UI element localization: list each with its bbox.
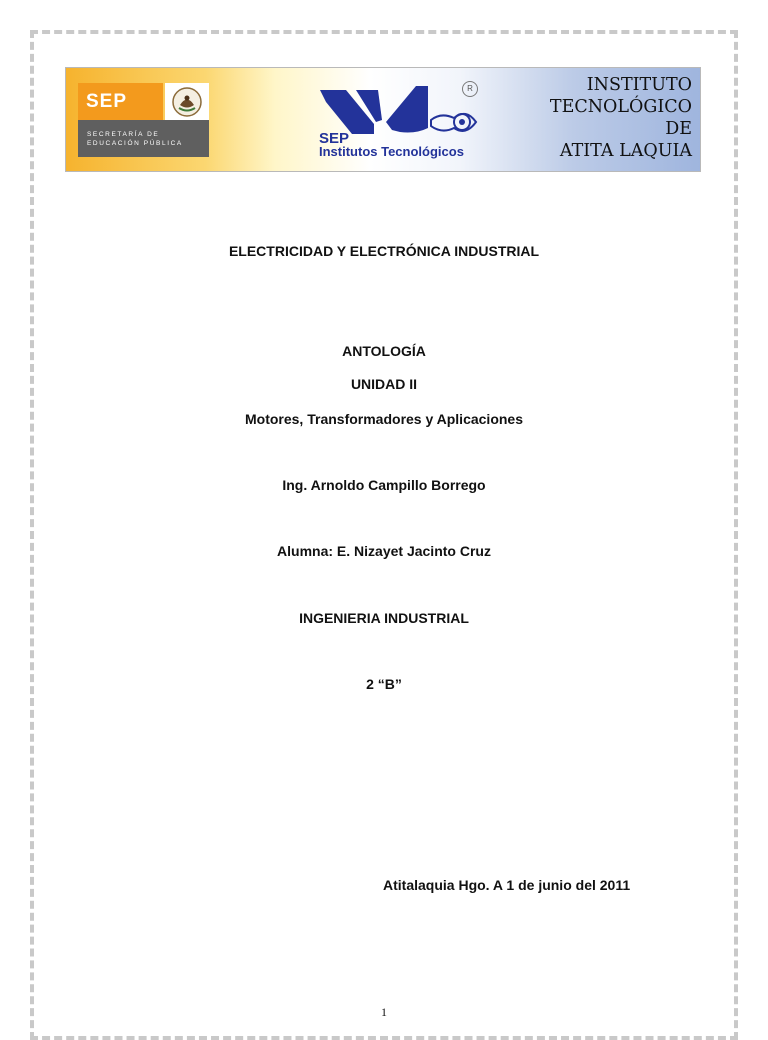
registered-mark: R [462,81,478,97]
unit-label: UNIDAD II [350,376,418,392]
teacher-name: Ing. Arnoldo Campillo Borrego [282,477,486,493]
sep-logo [78,83,209,157]
page-number: 1 [381,1005,387,1019]
institute-line-3: DE [665,119,692,139]
sep-subtitle [78,120,209,157]
topic-label: Motores, Transformadores y Aplicaciones [244,411,523,427]
career-label: INGENIERIA INDUSTRIAL [299,610,469,626]
student-name: Alumna: E. Nizayet Jacinto Cruz [277,543,491,559]
subject-title: ELECTRICIDAD Y ELECTRÓNICA INDUSTRIAL [228,243,540,259]
sep-subtitle-line-2: EDUCACIÓN PÚBLICA [87,140,183,147]
institute-line-1: INSTITUTO [586,75,692,95]
institute-line-4: ATITA LAQUIA [559,141,692,161]
mexico-seal-icon [165,83,209,120]
institute-name [532,74,692,162]
document-type: ANTOLOGÍA [342,343,426,359]
it-sep-label: SEP [319,130,350,147]
institute-line-2: TECNOLÓGICO [549,97,692,117]
header-banner [65,67,701,172]
sep-subtitle-line-1: SECRETARÍA DE [87,131,160,138]
sep-label: SEP [78,83,163,120]
it-label: Institutos Tecnológicos [319,144,464,159]
group-label: 2 “B” [366,676,402,692]
it-caption [319,132,499,158]
place-date: Atitalaquia Hgo. A 1 de junio del 2011 [383,877,631,893]
